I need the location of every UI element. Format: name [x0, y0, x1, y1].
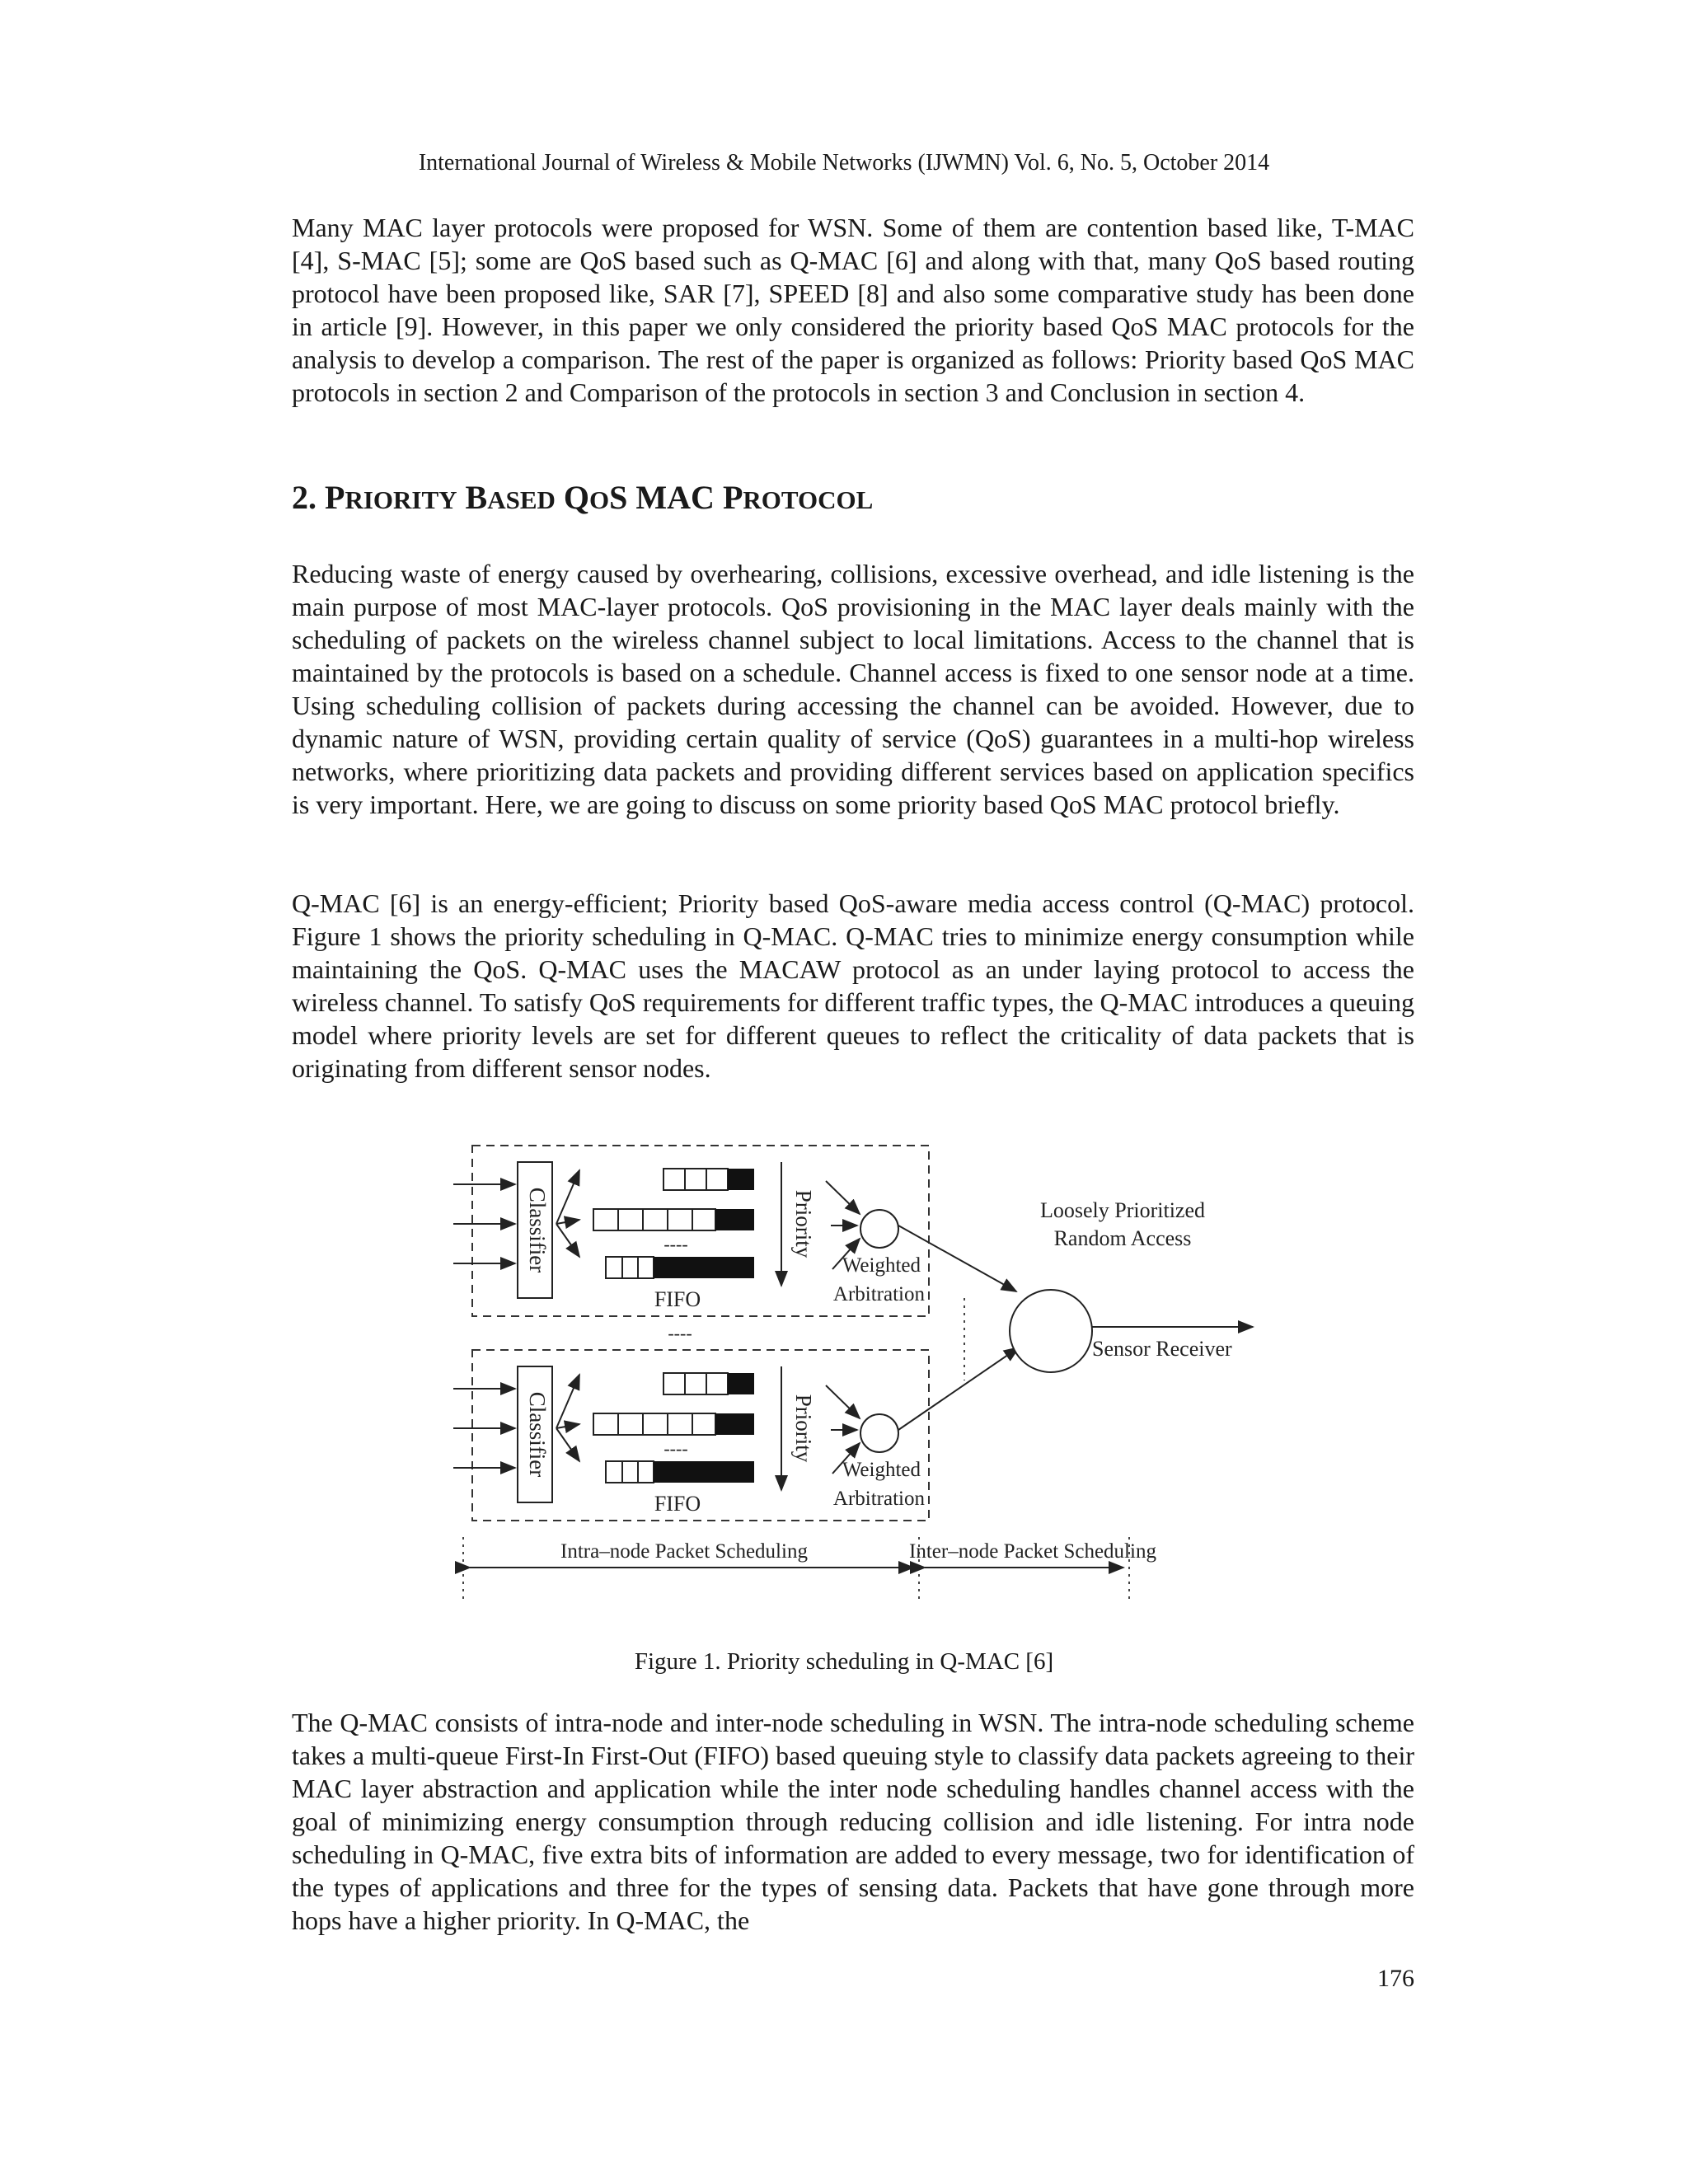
heading-word-priority: PRIORITY [325, 479, 457, 516]
sensor-receiver-label: Sensor Receiver [1092, 1337, 1232, 1361]
priority-label: Priority [790, 1394, 816, 1463]
node-block-bottom [453, 1350, 929, 1521]
inter-node-label: Inter–node Packet Scheduling [909, 1540, 1156, 1563]
node-ellipsis: ---- [668, 1323, 692, 1343]
arbitration-label: Arbitration [832, 1283, 925, 1305]
node-block-top [453, 1146, 929, 1316]
figure-caption: Figure 1. Priority scheduling in Q-MAC [6] [634, 1648, 1054, 1675]
weighted-label: Weighted [842, 1459, 921, 1481]
loosely-prioritized-label: Loosely Prioritized [1039, 1198, 1206, 1222]
paragraph-qmac-scheduling: The Q-MAC consists of intra-node and inter-node scheduling in WSN. The intra-node scheduling scheme takes a multi-queue First-In First-Out (FIFO) based queuing style to classify data packets agreeing to their MAC layer abstraction and application while the inter node scheduling handles channel access with the goal of minimizing energy consumption through reducing collision and idle listening. For intra node scheduling in Q-MAC, five extra bits of information are added to every message, two for identification of the types of applications and three for the types of sensing data. Packets that have gone through more hops have a higher priority. In Q-MAC, the [292, 1708, 1414, 1935]
arbitration-node [860, 1210, 898, 1248]
arbitration-node [860, 1414, 898, 1452]
fifo-queue [663, 1169, 754, 1190]
fifo-queue [606, 1461, 754, 1483]
running-header: International Journal of Wireless & Mobile Networks (IJWMN) Vol. 6, No. 5, October 2014 [418, 150, 1270, 176]
paragraph-energy: Reducing waste of energy caused by overhearing, collisions, excessive overhead, and idle listening is the main purpose of most MAC-layer protocols. QoS provisioning in the MAC layer deals mainly with the scheduling of packets on the wireless channel subject to local limitations. Access to the channel that is maintained by the protocols is based on a schedule. Channel access is fixed to one sensor node at a time. Using scheduling collision of packets during accessing the channel can be avoided. However, due to dynamic nature of WSN, providing certain quality of service (QoS) guarantees in a multi-hop wireless networks, where prioritizing data packets and providing different services based on application specifics is very important. Here, we are going to discuss on some priority based QoS MAC protocol briefly. [292, 559, 1414, 819]
intro-paragraph: Many MAC layer protocols were proposed for WSN. Some of them are contention based like, T-MAC [4], S-MAC [5]; some are QoS based such as Q-MAC [6] and along with that, many QoS based routing protocol have been proposed like, SAR [7], SPEED [8] and also some comparative study has been done in article [9]. However, in this paper we only considered the priority based QoS MAC protocols for the analysis to develop a comparison. The rest of the paper is organized as follows: Priority based QoS MAC protocols in section 2 and Comparison of the protocols in section 3 and Conclusion in section 4. [292, 213, 1414, 407]
fifo-queue [593, 1413, 754, 1435]
section-number: 2. [292, 479, 316, 516]
intra-node-label: Intra–node Packet Scheduling [560, 1540, 808, 1563]
queue-ellipsis: ---- [663, 1438, 688, 1459]
queue-ellipsis: ---- [663, 1234, 688, 1254]
arbitration-label: Arbitration [832, 1488, 925, 1510]
priority-label: Priority [790, 1189, 816, 1258]
fifo-queue [663, 1373, 754, 1394]
heading-word-based: BASED [465, 479, 556, 516]
fifo-label: FIFO [654, 1287, 701, 1311]
section-heading [292, 478, 873, 517]
heading-word-qos-mac-protocol: QOS MAC PROTOCOL [563, 479, 874, 516]
weighted-label: Weighted [842, 1254, 921, 1277]
classifier-label: Classifier [524, 1391, 550, 1478]
sensor-receiver-node [1010, 1290, 1092, 1372]
fifo-label: FIFO [654, 1492, 701, 1516]
paragraph-qmac-intro: Q-MAC [6] is an energy-efficient; Priority based QoS-aware media access control (Q-MAC) protocol. Figure 1 shows the priority scheduling in Q-MAC. Q-MAC tries to minimize energy consumption while maintaining the QoS. Q-MAC uses the MACAW protocol as an under laying protocol to access the wireless channel. To satisfy QoS requirements for different traffic types, the Q-MAC introduces a queuing model where priority levels are set for different queues to reflect the criticality of data packets that is originating from different sensor nodes. [292, 888, 1414, 1083]
page-number: 176 [1377, 1965, 1414, 1992]
fifo-queue [593, 1209, 754, 1230]
fifo-queue [606, 1257, 754, 1278]
figure-qmac-diagram [445, 1133, 1269, 1603]
classifier-label: Classifier [524, 1187, 550, 1273]
random-access-label: Random Access [1053, 1226, 1192, 1250]
